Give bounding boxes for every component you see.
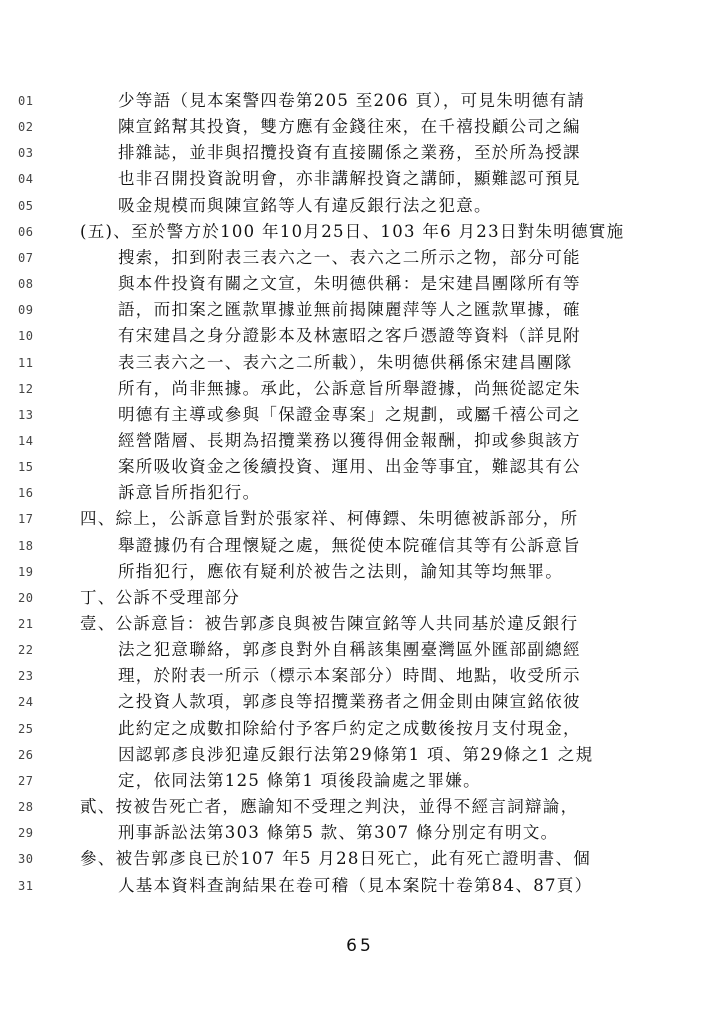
line-number: 18 (18, 538, 34, 553)
line-number: 23 (18, 669, 34, 684)
document-line (0, 665, 720, 691)
line-number: 29 (18, 826, 34, 841)
line-text: 明德有主導或參與「保證金專案」之規劃，或屬千禧公司之 (118, 404, 581, 424)
line-text: 也非召開投資說明會，亦非講解投資之講師，顯難認可預見 (118, 169, 581, 189)
line-text: 表三表六之一、表六之二所載），朱明德供稱係宋建昌團隊 (118, 352, 573, 372)
line-number: 28 (18, 800, 34, 814)
document-line (0, 247, 720, 273)
line-number: 16 (18, 486, 34, 501)
document-line (0, 168, 720, 194)
document-line (0, 195, 720, 221)
document-line (0, 718, 720, 744)
line-number: 02 (18, 120, 34, 135)
document-line (0, 848, 720, 874)
line-text: 壹、公訴意旨：被告郭彥良與被告陳宣銘等人共同基於違反銀行 (80, 614, 579, 633)
line-number: 26 (18, 747, 34, 762)
line-text: 理，於附表一所示（標示本案部分）時間、地點，收受所示 (118, 666, 581, 686)
document-line (0, 770, 720, 796)
line-text: 訴意旨所指犯行。 (118, 483, 261, 503)
line-text: 四、綜上，公訴意旨對於張家祥、柯傳鏢、朱明德被訴部分，所 (80, 509, 579, 529)
line-text: 搜索，扣到附表三表六之一、表六之二所示之物，部分可能 (118, 247, 581, 267)
line-number: 06 (18, 224, 34, 239)
line-number: 21 (18, 617, 34, 631)
line-number: 12 (18, 381, 34, 396)
line-number: 14 (18, 433, 34, 448)
document-line (0, 613, 720, 639)
document-line (0, 90, 720, 116)
line-text: 因認郭彥良涉犯違反銀行法第29條第1 項、第29條之1 之規 (118, 744, 594, 764)
line-number: 03 (18, 146, 34, 161)
line-text: 有宋建昌之身分證影本及林憲昭之客戶憑證等資料（詳見附 (118, 326, 581, 346)
line-number: 27 (18, 773, 34, 788)
line-number: 01 (18, 94, 34, 108)
line-text: 與本件投資有關之文宣，朱明德供稱：是宋建昌團隊所有等 (118, 274, 581, 293)
line-text: (五)、至於警方於100 年10月25日、103 年6 月23日對朱明德實施 (80, 221, 625, 241)
document-line (0, 796, 720, 822)
document-line (0, 404, 720, 430)
line-text: 舉證據仍有合理懷疑之處，無從使本院確信其等有公訴意旨 (118, 535, 581, 555)
document-line (0, 691, 720, 717)
line-number: 19 (18, 564, 34, 579)
document-line (0, 875, 720, 901)
document-line (0, 561, 720, 587)
line-number: 17 (18, 512, 34, 527)
document-line (0, 535, 720, 561)
line-number: 07 (18, 250, 34, 265)
line-text: 少等語（見本案警四卷第205 至206 頁），可見朱明德有請 (118, 91, 586, 110)
line-text: 經營階層、長期為招攬業務以獲得佣金報酬，抑或參與該方 (118, 430, 581, 450)
document-line (0, 508, 720, 534)
line-number: 15 (18, 460, 34, 475)
document-line (0, 273, 720, 299)
line-text: 之投資人款項，郭彥良等招攬業務者之佣金則由陳宣銘依彼 (118, 692, 581, 712)
line-number: 24 (18, 695, 34, 710)
document-line (0, 352, 720, 378)
document-line (0, 116, 720, 142)
line-number: 11 (18, 355, 34, 370)
line-number: 20 (18, 590, 34, 605)
document-line (0, 744, 720, 770)
line-number: 04 (18, 172, 34, 187)
line-number: 31 (18, 878, 34, 893)
document-line (0, 378, 720, 404)
line-number: 13 (18, 407, 34, 422)
document-line (0, 639, 720, 665)
document-line (0, 430, 720, 456)
line-number: 10 (18, 329, 34, 344)
document-line (0, 221, 720, 247)
line-number: 25 (18, 721, 34, 736)
line-text: 案所吸收資金之後續投資、運用、出金等事宜，難認其有公 (118, 457, 581, 477)
line-text: 所指犯行，應依有疑利於被告之法則，諭知其等均無罪。 (118, 561, 563, 581)
line-text: 排雜誌，並非與招攬投資有直接關係之業務，至於所為授課 (118, 143, 581, 163)
line-text: 語，而扣案之匯款單據並無前揭陳麗萍等人之匯款單據，確 (118, 300, 581, 320)
line-text: 刑事訴訟法第303 條第5 款、第307 條分別定有明文。 (118, 823, 559, 843)
line-text: 參、被告郭彥良已於107 年5 月28日死亡，此有死亡證明書、個 (80, 849, 592, 869)
line-text: 定，依同法第125 條第1 項後段論處之罪嫌。 (118, 770, 481, 790)
document-line (0, 587, 720, 613)
document-line (0, 456, 720, 482)
document-line (0, 299, 720, 325)
document-line (0, 325, 720, 351)
line-text: 陳宣銘幫其投資，雙方應有金錢往來，在千禧投顧公司之編 (118, 117, 581, 137)
line-number: 05 (18, 198, 34, 213)
line-text: 所有，尚非無據。承此，公訴意旨所舉證據，尚無從認定朱 (118, 378, 581, 398)
line-number: 22 (18, 643, 34, 658)
line-number: 30 (18, 852, 34, 867)
page-number: 65 (346, 936, 374, 956)
document-line (0, 482, 720, 508)
document-line (0, 822, 720, 848)
line-text: 人基本資料查詢結果在卷可稽（見本案院十卷第84、87頁） (118, 875, 593, 895)
line-text: 此約定之成數扣除給付予客戶約定之成數後按月支付現金， (118, 718, 581, 738)
line-number: 08 (18, 277, 34, 291)
line-text: 貳、按被告死亡者，應諭知不受理之判決，並得不經言詞辯論， (80, 797, 579, 816)
line-text: 丁、公訴不受理部分 (80, 587, 241, 607)
line-text: 吸金規模而與陳宣銘等人有違反銀行法之犯意。 (118, 195, 492, 215)
line-number: 09 (18, 303, 34, 318)
document-line (0, 142, 720, 168)
line-text: 法之犯意聯絡，郭彥良對外自稱該集團臺灣區外匯部副總經 (118, 640, 581, 660)
